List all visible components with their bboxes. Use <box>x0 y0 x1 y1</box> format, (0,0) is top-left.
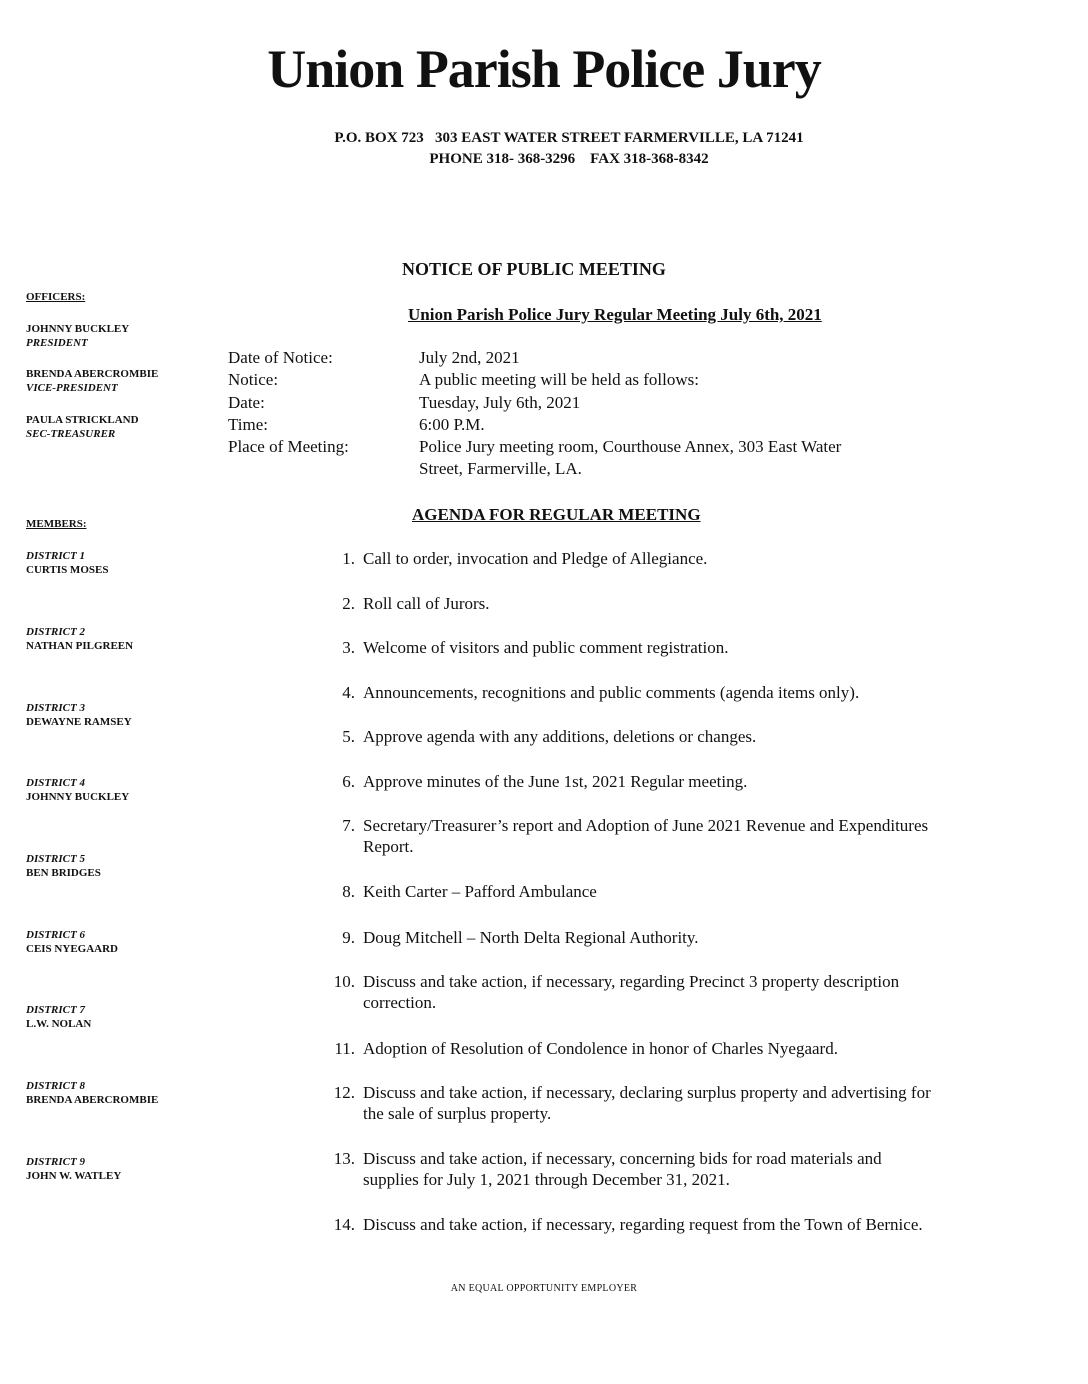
page-title: Union Parish Police Jury <box>267 39 821 99</box>
agenda-item-text: Discuss and take action, if necessary, declaring surplus property and advertising for the sale of surplus property. <box>363 1083 931 1123</box>
agenda-item-number: 10. <box>333 972 355 991</box>
address-line: P.O. BOX 723 303 EAST WATER STREET FARMERVILLE, LA 71241 <box>334 130 804 146</box>
member-name: BEN BRIDGES <box>26 867 101 879</box>
agenda-item-text: Adoption of Resolution of Condolence in honor of Charles Nyegaard. <box>363 1039 838 1058</box>
agenda-item <box>315 1038 935 1059</box>
member-district: DISTRICT 9 <box>26 1156 85 1168</box>
agenda-item <box>315 548 935 569</box>
member-district: DISTRICT 8 <box>26 1080 85 1092</box>
officer-title: VICE-PRESIDENT <box>26 382 118 394</box>
footer-text: AN EQUAL OPPORTUNITY EMPLOYER <box>450 1283 638 1294</box>
agenda-item-text: Roll call of Jurors. <box>363 594 490 613</box>
agenda-item-number: 9. <box>342 928 355 947</box>
notice-label: Notice: <box>228 370 279 389</box>
agenda-item <box>315 637 935 658</box>
agenda-item <box>315 1214 935 1235</box>
member-name: CURTIS MOSES <box>26 564 109 576</box>
members-heading: MEMBERS: <box>26 518 87 530</box>
member-name: NATHAN PILGREEN <box>26 640 134 652</box>
agenda-item-number: 11. <box>334 1039 355 1058</box>
agenda-item-number: 3. <box>342 638 355 657</box>
member-name: L.W. NOLAN <box>26 1018 92 1030</box>
officer-name: JOHNNY BUCKLEY <box>26 323 130 335</box>
agenda-item-number: 13. <box>333 1149 355 1168</box>
member-district: DISTRICT 6 <box>26 929 85 941</box>
agenda-heading: AGENDA FOR REGULAR MEETING <box>412 505 701 524</box>
member-name: BRENDA ABERCROMBIE <box>26 1094 159 1106</box>
agenda-item-number: 1. <box>342 549 355 568</box>
notice-value: A public meeting will be held as follows: <box>419 370 699 389</box>
agenda-item-number: 12. <box>333 1083 355 1102</box>
agenda-item-text: Discuss and take action, if necessary, regarding request from the Town of Bernice. <box>363 1215 923 1234</box>
member-name: CEIS NYEGAARD <box>26 943 118 955</box>
member-name: JOHN W. WATLEY <box>26 1170 122 1182</box>
time-value: 6:00 P.M. <box>419 415 485 434</box>
officer-title: SEC-TREASURER <box>26 428 116 440</box>
date-of-notice-label: Date of Notice: <box>228 348 333 367</box>
officer-title: PRESIDENT <box>26 337 88 349</box>
agenda-item <box>315 815 935 857</box>
place-value: Police Jury meeting room, Courthouse Annex, 303 East Water Street, Farmerville, LA. <box>419 437 842 478</box>
time-label: Time: <box>228 415 269 434</box>
agenda-item-text: Discuss and take action, if necessary, concerning bids for road materials and supplies for July 1, 2021 through December 31, 2021. <box>363 1149 882 1189</box>
agenda-item <box>315 1148 935 1190</box>
phone-fax-line: PHONE 318- 368-3296 FAX 318-368-8342 <box>429 151 709 167</box>
place-label: Place of Meeting: <box>228 437 349 456</box>
agenda-item-number: 2. <box>342 594 355 613</box>
agenda-item-text: Keith Carter – Pafford Ambulance <box>363 882 597 901</box>
agenda-item-text: Approve agenda with any additions, deletions or changes. <box>363 727 757 746</box>
agenda-item <box>315 971 935 1013</box>
date-label: Date: <box>228 393 265 412</box>
agenda-item <box>315 771 935 792</box>
agenda-item-text: Welcome of visitors and public comment registration. <box>363 638 729 657</box>
agenda-item-number: 6. <box>342 772 355 791</box>
agenda-item <box>315 1082 935 1124</box>
agenda-item-text: Discuss and take action, if necessary, regarding Precinct 3 property description correction. <box>363 972 900 1012</box>
agenda-item-number: 5. <box>342 727 355 746</box>
member-district: DISTRICT 2 <box>26 626 85 638</box>
agenda-item-text: Announcements, recognitions and public comments (agenda items only). <box>363 683 860 702</box>
officer-name: PAULA STRICKLAND <box>26 414 139 426</box>
officers-heading: OFFICERS: <box>26 291 86 303</box>
member-district: DISTRICT 5 <box>26 853 85 865</box>
agenda-item <box>315 927 935 948</box>
agenda-item <box>315 682 935 703</box>
agenda-item-text: Approve minutes of the June 1st, 2021 Regular meeting. <box>363 772 748 791</box>
meeting-heading: Union Parish Police Jury Regular Meeting July 6th, 2021 <box>408 305 822 324</box>
agenda-item-number: 8. <box>342 882 355 901</box>
agenda-item <box>315 881 935 902</box>
date-value: Tuesday, July 6th, 2021 <box>419 393 581 412</box>
notice-heading: NOTICE OF PUBLIC MEETING <box>402 259 666 279</box>
agenda-item-number: 4. <box>342 683 355 702</box>
agenda-item-text: Call to order, invocation and Pledge of Allegiance. <box>363 549 708 568</box>
date-of-notice-value: July 2nd, 2021 <box>419 348 520 367</box>
member-district: DISTRICT 7 <box>26 1004 85 1016</box>
member-name: DEWAYNE RAMSEY <box>26 716 132 728</box>
agenda-item <box>315 726 935 747</box>
member-district: DISTRICT 3 <box>26 702 85 714</box>
member-district: DISTRICT 1 <box>26 550 85 562</box>
member-district: DISTRICT 4 <box>26 777 85 789</box>
agenda-item-text: Secretary/Treasurer’s report and Adoption of June 2021 Revenue and Expenditures Report. <box>363 816 929 856</box>
member-name: JOHNNY BUCKLEY <box>26 791 130 803</box>
officer-name: BRENDA ABERCROMBIE <box>26 368 159 380</box>
agenda-item-number: 14. <box>333 1215 355 1234</box>
agenda-item-number: 7. <box>342 816 355 835</box>
agenda-item <box>315 593 935 614</box>
agenda-item-text: Doug Mitchell – North Delta Regional Authority. <box>363 928 699 947</box>
